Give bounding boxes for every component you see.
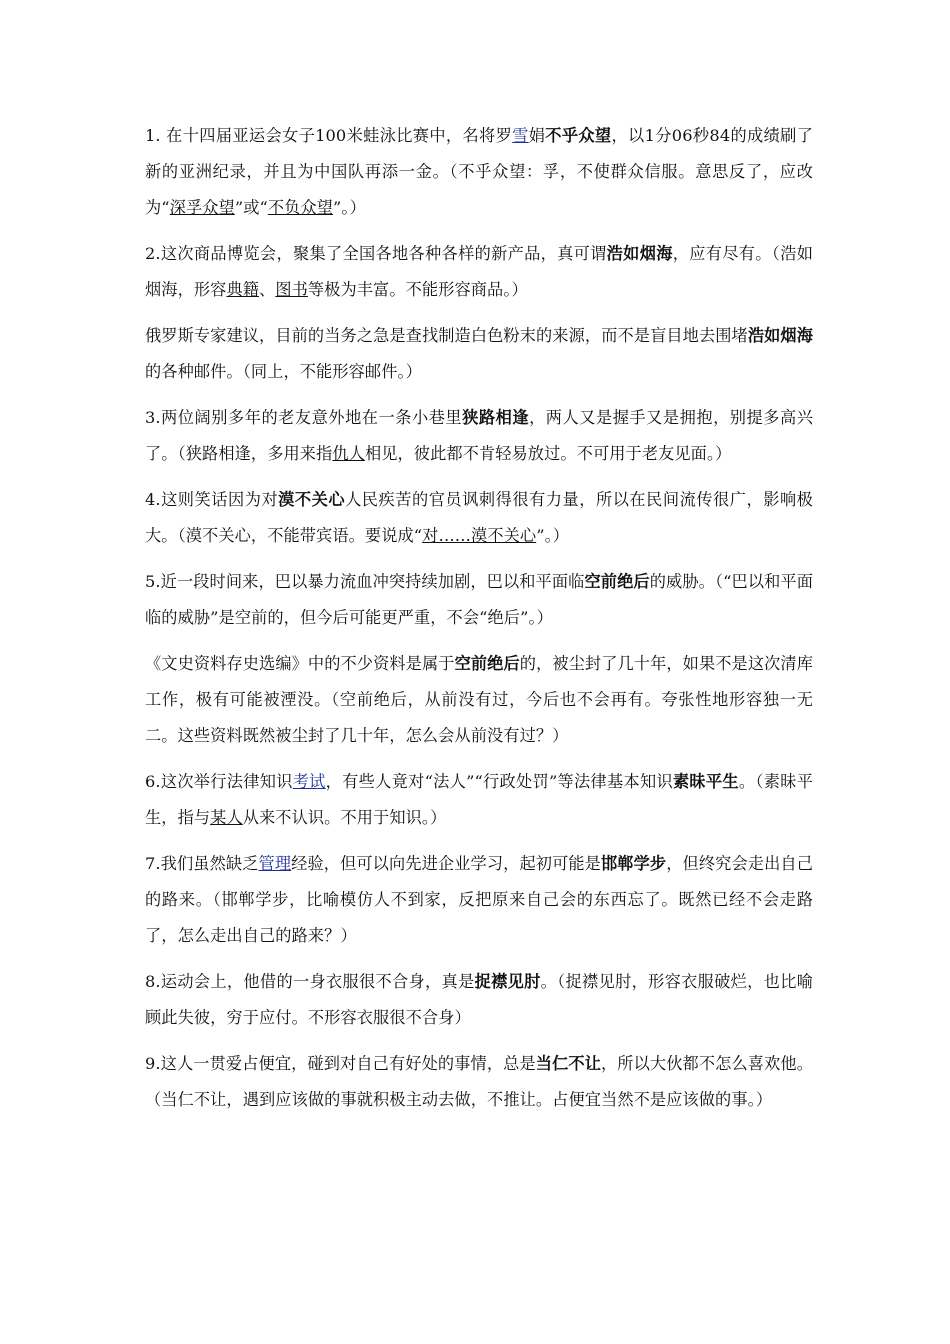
inline-link[interactable]: 管理 bbox=[258, 854, 292, 873]
paragraph-11 bbox=[145, 1046, 813, 1118]
text-run: 。（素昧平生，指与 bbox=[145, 772, 813, 827]
text-run: ，有些人竟对“法人”“行政处罚”等法律基本知识 bbox=[325, 772, 673, 791]
underlined-term: 对……漠不关心 bbox=[422, 526, 537, 545]
key-idiom: 浩如烟海 bbox=[606, 244, 673, 263]
inline-link[interactable]: 考试 bbox=[292, 772, 326, 791]
text-run: 1. 在十四届亚运会女子100米蛙泳比赛中，名将罗 bbox=[145, 126, 513, 145]
text-run: ，所以大伙都不怎么喜欢他。（当仁不让，遇到应该做的事就积极主动去做，不推让。占便宜当然不是应该做的事。） bbox=[145, 1054, 813, 1109]
paragraph-4 bbox=[145, 400, 813, 472]
text-run: ”。） bbox=[333, 198, 366, 217]
paragraph-1 bbox=[145, 118, 813, 226]
text-run: 的各种邮件。（同上，不能形容邮件。） bbox=[145, 362, 422, 381]
text-run: 2.这次商品博览会，聚集了全国各地各种各样的新产品，真可谓 bbox=[145, 244, 607, 263]
inline-link[interactable]: 雪 bbox=[512, 126, 529, 145]
underlined-term: 深孚众望 bbox=[169, 198, 235, 217]
text-run: 7.我们虽然缺乏 bbox=[145, 854, 259, 873]
paragraph-6 bbox=[145, 564, 813, 636]
text-run: ，但终究会走出自己的路来。（邯郸学步，比喻模仿人不到家，反把原来自己会的东西忘了。既然已经不会走路了，怎么走出自己的路来？） bbox=[145, 854, 813, 945]
underlined-term: 仇人 bbox=[332, 444, 365, 463]
text-run: 。（捉襟见肘，形容衣服破烂，也比喻顾此失彼，穷于应付。不形容衣服很不合身） bbox=[145, 972, 813, 1027]
paragraph-2 bbox=[145, 236, 813, 308]
text-run: 8.运动会上，他借的一身衣服很不合身，真是 bbox=[145, 972, 475, 991]
text-run: 9.这人一贯爱占便宜，碰到对自己有好处的事情，总是 bbox=[145, 1054, 536, 1073]
paragraph-7 bbox=[145, 646, 813, 754]
text-run: ”。） bbox=[536, 526, 570, 545]
key-idiom: 漠不关心 bbox=[278, 490, 346, 509]
underlined-term: 不负众望 bbox=[267, 198, 334, 217]
text-run: 俄罗斯专家建议，目前的当务之急是查找制造白色粉末的来源，而不是盲目地去围堵 bbox=[145, 326, 748, 345]
text-run: 4.这则笑话因为对 bbox=[145, 490, 279, 509]
text-run: ，应有尽有。（浩如烟海，形容 bbox=[145, 244, 813, 299]
key-idiom: 浩如烟海 bbox=[747, 326, 813, 345]
key-idiom: 空前绝后 bbox=[584, 572, 650, 591]
text-run: 、 bbox=[259, 280, 276, 299]
paragraph-5 bbox=[145, 482, 813, 554]
text-run: 等极为丰富。不能形容商品。） bbox=[307, 280, 528, 299]
text-run: ，两人又是握手又是拥抱，别提多高兴了。（狭路相逢，多用来指 bbox=[145, 408, 813, 463]
key-idiom: 不乎众望 bbox=[545, 126, 612, 145]
key-idiom: 当仁不让 bbox=[535, 1054, 601, 1073]
underlined-term: 图书 bbox=[275, 280, 308, 299]
text-run: 人民疾苦的官员讽刺得很有力量，所以在民间流传很广，影响极大。（漠不关心，不能带宾语。要说成“ bbox=[145, 490, 813, 545]
paragraph-9 bbox=[145, 846, 813, 954]
document-page bbox=[145, 118, 813, 1128]
key-idiom: 狭路相逢 bbox=[462, 408, 530, 427]
key-idiom: 空前绝后 bbox=[454, 654, 520, 673]
text-run: ”或“ bbox=[234, 198, 268, 217]
text-run: 5.近一段时间来，巴以暴力流血冲突持续加剧，巴以和平面临 bbox=[145, 572, 585, 591]
text-run: 3.两位阔别多年的老友意外地在一条小巷里 bbox=[145, 408, 463, 427]
text-run: ，以1分06秒84的成绩刷了新的亚洲纪录，并且为中国队再添一金。（不乎众望：孚，不使群众信服。意思反了，应改为“ bbox=[145, 126, 813, 217]
text-run: 娟 bbox=[528, 126, 546, 145]
text-run: 的威胁。（“巴以和平面临的威胁”是空前的，但今后可能更严重，不会“绝后”。） bbox=[145, 572, 814, 627]
text-run: 从来不认识。不用于知识。） bbox=[242, 808, 447, 827]
underlined-term: 典籍 bbox=[226, 280, 260, 299]
text-run: 相见，彼此都不肯轻易放过。不可用于老友见面。） bbox=[364, 444, 732, 463]
paragraph-8 bbox=[145, 764, 813, 836]
text-run: 经验，但可以向先进企业学习，起初可能是 bbox=[291, 854, 601, 873]
key-idiom: 素昧平生 bbox=[672, 772, 739, 791]
paragraph-3 bbox=[145, 318, 813, 390]
text-run: 6.这次举行法律知识 bbox=[145, 772, 293, 791]
paragraph-10 bbox=[145, 964, 813, 1036]
text-run: 的，被尘封了几十年，如果不是这次清库工作，极有可能被湮没。（空前绝后，从前没有过，今后也不会再有。夸张性地形容独一无二。这些资料既然被尘封了几十年，怎么会从前没有过？） bbox=[145, 654, 813, 745]
underlined-term: 某人 bbox=[210, 808, 243, 827]
key-idiom: 捉襟见肘 bbox=[474, 972, 541, 991]
key-idiom: 邯郸学步 bbox=[601, 854, 667, 873]
text-run: 《文史资料存史选编》中的不少资料是属于 bbox=[145, 654, 455, 673]
